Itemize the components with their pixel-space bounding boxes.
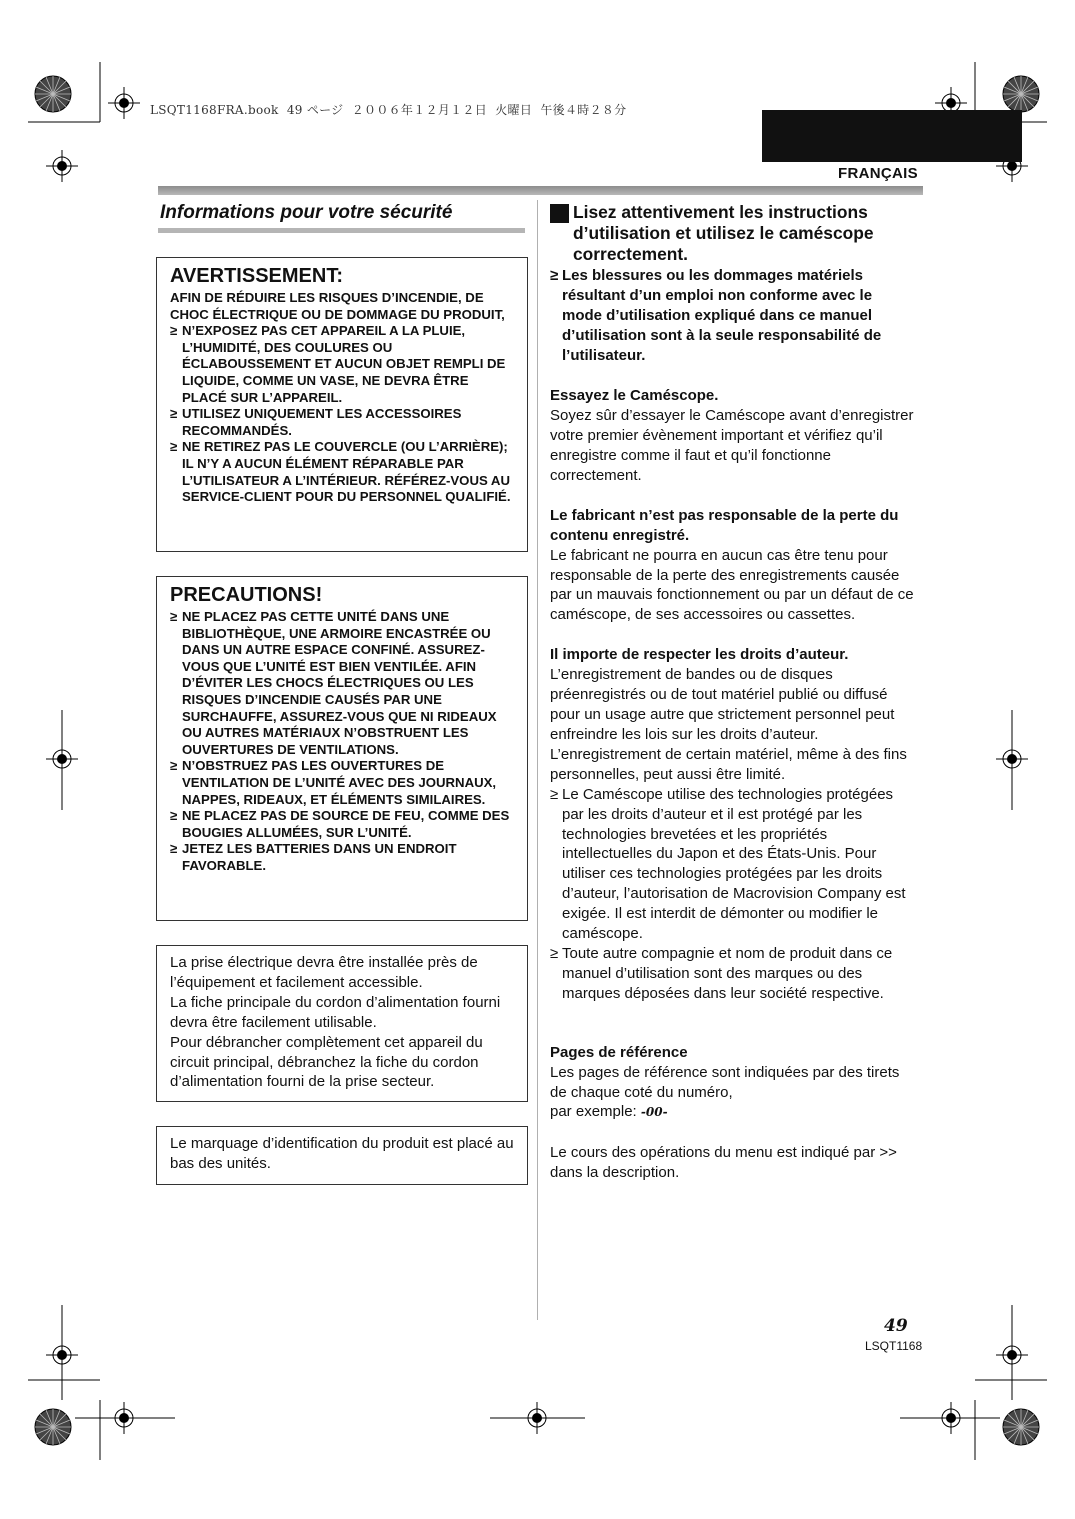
language-label: FRANÇAIS	[838, 165, 918, 182]
column-divider	[537, 200, 538, 1320]
marking-notice-text: Le marquage d’identification du produit est placé au bas des unités.	[170, 1135, 514, 1172]
reference-body: Les pages de référence sont indiquées par des tirets de chaque coté du numéro,	[550, 1063, 900, 1101]
warning-box	[156, 257, 528, 552]
marking-notice-box	[156, 1126, 528, 1185]
maker-title: Le fabricant n’est pas responsable de la perte du contenu enregistré.	[550, 506, 899, 544]
crosshair-mark	[108, 87, 140, 119]
try-title: Essayez le Caméscope.	[550, 387, 719, 404]
outlet-notice-box	[156, 945, 528, 1102]
precautions-heading: PRECAUTIONS!	[170, 584, 323, 606]
precaution-item: ≥ JETEZ LES BATTERIES DANS UN ENDROIT FAVORABLE.	[170, 841, 457, 873]
section-title: Informations pour votre sécurité	[160, 202, 453, 223]
precaution-item: ≥ NE PLACEZ PAS DE SOURCE DE FEU, COMME DES BOUGIES ALLUMÉES, SUR L’UNITÉ.	[170, 808, 510, 840]
outlet-notice-line: La prise électrique devra être installée près de l’équipement et facilement accessible.	[170, 954, 478, 991]
precaution-item: ≥ NE PLACEZ PAS CETTE UNITÉ DANS UNE BIBLIOTHÈQUE, UNE ARMOIRE ENCASTRÉE OU DANS UN AUTRE ESPACE CONFINÉ. ASSUREZ-VOUS QUE L’UNITÉ EST BIEN VENTILÉE. AFIN D’ÉVITER LES CHOCS ÉLECTRIQUES OU LES RISQUES D’INCENDIE CAUSÉS PAR UNE SURCHAUFFE, ASSUREZ-VOUS QUE NI RIDEAUX OU AUTRES MATÉRIAUX N’OBSTRUENT LES OUVERTURES DE VENTILATIONS.	[170, 609, 497, 757]
bullet-icon: ≥	[170, 808, 178, 824]
reference-title: Pages de référence	[550, 1043, 688, 1061]
bullet-icon: ≥	[170, 406, 178, 422]
bullet-icon: ≥	[550, 267, 559, 284]
corner-wheel-mark	[35, 1409, 71, 1445]
crosshair-mark	[46, 150, 78, 182]
bullet-icon: ≥	[550, 785, 559, 803]
language-tab-block	[762, 110, 1022, 162]
corner-wheel-mark	[1003, 76, 1039, 112]
copyright-title: Il importe de respecter les droits d’auteur.	[550, 646, 849, 664]
page-number: 49	[884, 1316, 908, 1336]
try-body: Soyez sûr d’essayer le Caméscope avant d’enregistrer votre premier évènement important et vérifiez qu’il enregistre comme il faut et qu’il fonctionne correctement.	[550, 407, 914, 484]
precautions-box	[156, 576, 528, 921]
bullet-icon: ≥	[170, 841, 178, 857]
warning-heading: AVERTISSEMENT:	[170, 265, 343, 287]
right-heading: Lisez attentivement les instructions d’utilisation et utilisez le caméscope correctement.	[550, 202, 915, 265]
right-column	[550, 202, 915, 1183]
bullet-icon: ≥	[170, 439, 178, 455]
outlet-notice-line: La fiche principale du cordon d’alimentation fourni devra être facilement utilisable.	[170, 993, 501, 1031]
menu-note: Le cours des opérations du menu est indiqué par >> dans la description.	[550, 1144, 897, 1182]
bullet-icon: ≥	[170, 758, 178, 774]
corner-wheel-mark	[35, 76, 71, 112]
copyright-bullet: ≥ Toute autre compagnie et nom de produit dans ce manuel d’utilisation sont des marques ou des marques déposées dans leur société respective.	[550, 944, 893, 1002]
print-header: LSQT1168FRA.book 49 ページ ２００６年１２月１２日 火曜日 午後４時２８分	[150, 103, 627, 117]
warning-item: ≥ NE RETIREZ PAS LE COUVERCLE (OU L’ARRIÈRE); IL N’Y A AUCUN ÉLÉMENT RÉPARABLE PAR L’UTILISATEUR A L’INTÉRIEUR. RÉFÉREZ-VOUS AU SERVICE-CLIENT POUR DU PERSONNEL QUALIFIÉ.	[170, 439, 511, 505]
reference-example-value: -00-	[640, 1105, 668, 1120]
copyright-bullet: ≥ Le Caméscope utilise des technologies protégées par les droits d’auteur et il est protégé par les technologies brevetées et les propriétés intellectuelles du Japon et des États-Unis. Pour utiliser ces technologies protégées par les droits d’auteur, l’autorisation de Macrovision Company est exigée. Il est interdit de démonter ou modifier le caméscope.	[550, 785, 906, 943]
warning-item: ≥ UTILISEZ UNIQUEMENT LES ACCESSOIRES RECOMMANDÉS.	[170, 406, 462, 438]
responsibility-bullet: ≥ Les blessures ou les dommages matériels résultant d’un emploi non conforme avec le mode d’utilisation expliqué dans ce manuel d’utilisation sont à la seule responsabilité de l’utilisateur.	[550, 267, 882, 364]
outlet-notice-line: Pour débrancher complètement cet appareil du circuit principal, débranchez la fiche du cordon d’alimentation fourni de la prise secteur.	[170, 1033, 483, 1091]
precaution-item: ≥ N’OBSTRUEZ PAS LES OUVERTURES DE VENTILATION DE L’UNITÉ AVEC DES JOURNAUX, NAPPES, RIDEAUX, ET ÉLÉMENTS SIMILAIRES.	[170, 758, 497, 807]
warning-item: ≥ N’EXPOSEZ PAS CET APPAREIL A LA PLUIE, L’HUMIDITÉ, DES COULURES OU ÉCLABOUSSEMENT ET AUCUN OBJET REMPLI DE LIQUIDE, COMME UN VASE, NE DEVRA ÊTRE PLACÉ SUR L’APPAREIL.	[170, 323, 506, 405]
reference-example: par exemple: -00-	[550, 1103, 668, 1121]
bullet-icon: ≥	[550, 944, 559, 962]
bullet-icon: ≥	[170, 323, 178, 339]
copyright-body: L’enregistrement de bandes ou de disques préenregistrés ou de tout matériel publié ou diffusé pour un usage autre que strictement personnel peut enfreindre les lois sur les droits d’auteur. L’enregistrement de certain matériel, même à des fins personnelles, peut aussi être limité.	[550, 666, 907, 783]
section-title-underline	[158, 228, 525, 233]
maker-body: Le fabricant ne pourra en aucun cas être tenu pour responsable de la perte des enregistrements causée par un mauvais fonctionnement ou par un défaut de ce caméscope, de ses accessoires ou cassettes.	[550, 546, 914, 624]
corner-wheel-mark	[1003, 1409, 1039, 1445]
warning-intro: AFIN DE RÉDUIRE LES RISQUES D’INCENDIE, DE CHOC ÉLECTRIQUE OU DE DOMMAGE DU PRODUIT,	[170, 290, 505, 322]
header-rule	[158, 186, 923, 195]
model-code: LSQT1168	[865, 1339, 923, 1353]
bullet-icon: ≥	[170, 609, 178, 624]
square-bullet-icon	[550, 204, 569, 223]
